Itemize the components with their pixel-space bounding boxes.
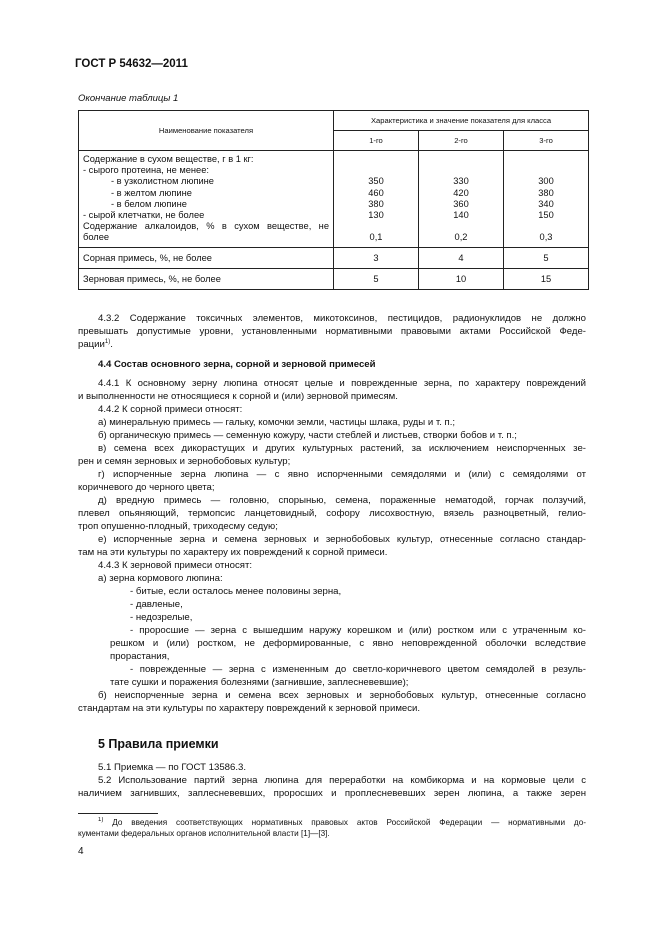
row-label: более [83,232,110,243]
cell-value: 140 [453,209,469,220]
paragraph-line: - недозрелые, [130,612,193,623]
cell-value [508,221,584,232]
cell-value [508,154,584,165]
cell-value: 5 [504,247,589,268]
text-span: . [110,339,113,350]
paragraph-line: - поврежденные — зерна с измененным до светло-коричневого цветом семядолей в резуль- [130,664,586,675]
row-label: - сырого протеина, не менее: [83,165,209,176]
paragraph-line: - битые, если осталось менее половины зерна, [130,586,342,597]
class-header-3: 3-го [504,131,589,151]
paragraph-line: 5.2 Использование партий зерна люпина для переработки на комбикорма и на кормовые цели с [98,775,586,786]
table-row [79,247,589,268]
cell-value: 150 [538,209,554,220]
section-title: 4.4 Состав основного зерна, сорной и зерновой примесей [98,359,376,370]
section-title: 5 Правила приемки [98,737,219,751]
paragraph-line: троп опушенно-плодный, триходесму седую; [78,521,278,532]
footnote-separator [78,813,158,814]
cell-value: 340 [538,198,554,209]
paragraph-line: тате сушки и поражения болезнями (загнившие, заплесневевшие); [110,677,409,688]
cell-value: 0,2 [454,232,468,243]
cell-value [338,221,414,232]
paragraph-line: наличием загнивших, заплесневевших, проросших и проплесневевших зерен люпина, а также зерен [78,788,586,799]
cell-value: 380 [538,187,554,198]
cell-value [423,165,499,176]
class-header-1: 1-го [334,131,419,151]
paragraph-line: 4.4.2 К сорной примеси относят: [98,404,243,415]
table-row [79,268,589,289]
footnote-ref: 1) [104,339,111,345]
row-label: Зерновая примесь, %, не более [79,268,334,289]
cell-value: 0,1 [369,232,383,243]
paragraph-line: д) вредную примесь — головню, спорынью, семена, пораженные нематодой, горчак ползучий, [98,495,586,506]
cell-value [338,154,414,165]
paragraph-line: в) семена всех дикорастущих и других культурных растений, за исключением неиспорченных зе- [98,443,586,454]
row-label: - в узколистном люпине [111,176,214,187]
paragraph-line: г) испорченные зерна люпина — с явно испорченными семядолями и (или) с семядолями от [98,469,586,480]
col-name-header: Наименование показателя [79,111,334,151]
cell-value: 5 [334,268,419,289]
cell-value: 350 [368,176,384,187]
row-label: - в белом люпине [111,198,187,209]
paragraph-line: а) зерна кормового люпина: [98,573,223,584]
cell-value: 380 [368,198,384,209]
indicators-table [78,110,589,290]
row-label: Содержание в сухом веществе, г в 1 кг: [83,154,254,164]
paragraph-line: 4.4.1 К основному зерну люпина относят целые и поврежденные зерна, по характеру повреждений [98,378,586,389]
col-group-header: Характеристика и значение показателя для класса [334,111,589,131]
table-caption: Окончание таблицы 1 [78,93,179,104]
row-label: Сорная примесь, %, не более [79,247,334,268]
row-label: - сырой клетчатки, не более [83,209,205,220]
paragraph-line: и выполненности не относящиеся к сорной и (или) зерновой примесям. [78,391,398,402]
paragraph-line: коричневого до черного цвета; [78,482,215,493]
cell-value [423,221,499,232]
paragraph-line: стандартам на эти культуры по характеру повреждений к зерновой примеси. [78,703,421,714]
paragraph-line: 5.1 Приемка — по ГОСТ 13586.3. [98,762,246,773]
cell-value: 360 [453,198,469,209]
paragraph-line: рен и семян зерновых и зернобобовых культур; [78,456,291,467]
document-header: ГОСТ Р 54632—2011 [75,58,188,70]
row-label: - в желтом люпине [111,187,192,198]
class-header-2: 2-го [419,131,504,151]
paragraph-line: б) неиспорченные зерна и семена всех зерновых и зернобобовых культур, отнесенные согласно [98,690,586,701]
footnote-line: кументами федеральных органов исполнительной власти [1]—[3]. [78,829,330,838]
cell-value: 10 [419,268,504,289]
cell-value: 3 [334,247,419,268]
page-number: 4 [78,846,84,857]
paragraph-line: 4.3.2 Содержание токсичных элементов, микотоксинов, пестицидов, радионуклидов не должно [98,313,586,324]
footnote [78,817,586,839]
cell-value [338,165,414,176]
body-text [78,312,586,732]
cell-value [508,165,584,176]
table-row [79,151,589,248]
paragraph-line: е) испорченные зерна и семена зерновых и зернобобовых культур, отнесенные согласно стандар- [98,534,586,545]
paragraph-line: а) минеральную примесь — гальку, комочки земли, частицы шлака, руды и т. п.; [98,417,456,428]
paragraph-line [78,338,586,351]
text-span: рации [78,339,105,350]
paragraph-line: - проросшие — зерна с вышедшим наружу корешком и (или) ростком или с утраченным ко- [130,625,586,636]
paragraph-line: там на эти культуры по характеру их повреждений к сорной примеси. [78,547,388,558]
cell-value: 420 [453,187,469,198]
row-label: Содержание алкалоидов, % в сухом веществе, не [83,221,329,232]
cell-value: 130 [368,209,384,220]
paragraph-line: прорастания, [110,651,170,662]
paragraph-line: решком и (или) ростком, не деформированные, с явно неповрежденной оболочки вследствие [110,638,586,649]
cell-value [423,154,499,165]
cell-value: 330 [453,176,469,187]
paragraph-line: превышать допустимые уровни, установленными нормативными правовыми актами Российской Феде- [78,326,586,337]
paragraph-line: плевел опьяняющий, термопсис ланцетовидный, софору лисохвостную, вязель разноцветный, гелио- [78,508,586,519]
paragraph-line: б) органическую примесь — семенную кожуру, части стеблей и листьев, створки бобов и т. п.; [98,430,517,441]
cell-value: 460 [368,187,384,198]
footnote-marker: 1) [98,817,104,823]
paragraph-line: 4.4.3 К зерновой примеси относят: [98,560,253,571]
footnote-line: До введения соответствующих нормативных правовых актов Российской Федерации — нормативными до- [112,818,586,827]
body-text-section5 [78,761,586,801]
cell-value: 15 [504,268,589,289]
cell-value: 300 [538,176,554,187]
cell-value: 4 [419,247,504,268]
cell-value: 0,3 [539,232,553,243]
paragraph-line: - давленые, [130,599,183,610]
